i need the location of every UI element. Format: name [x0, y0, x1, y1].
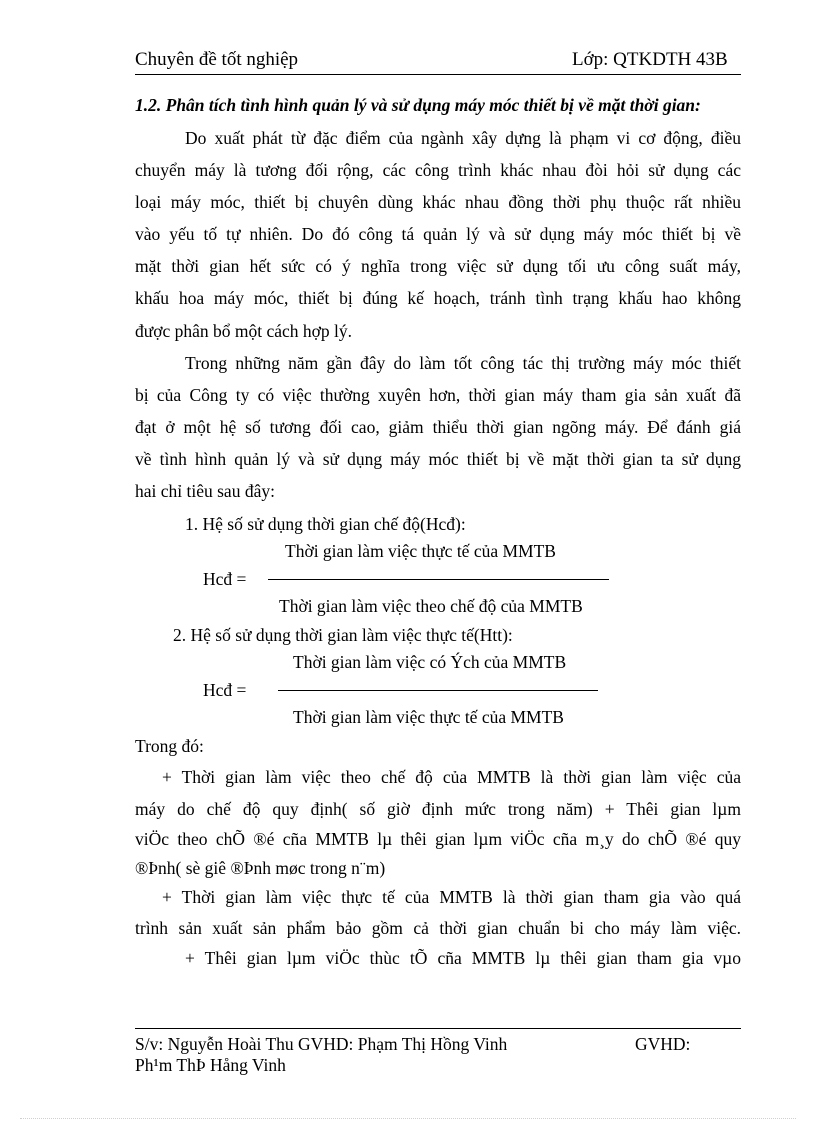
paragraph2-line: hai chỉ tiêu sau đây:: [135, 481, 275, 501]
header-left: Chuyên đề tốt nghiệp: [135, 49, 299, 70]
paragraph2-line: bị của Công ty có việc thường xuyên hơn, thời gian máy tham gia sản xuất đã: [135, 385, 741, 405]
indicator1-fraction-bar: [268, 579, 609, 580]
footer-gvhd: GVHD:: [635, 1034, 691, 1054]
paragraph1-line: loại máy móc, thiết bị chuyên dùng khác nhau đồng thời phụ thuộc rất nhiều: [135, 192, 741, 212]
indicator2-fraction-bar: [278, 690, 598, 691]
where-line: máy do chế độ quy định( số giờ định mức trong năm) + Thêi gian lµm: [135, 799, 741, 819]
paragraph2-line: đạt ở một hệ số tương đối cao, giảm thiểu thời gian ngõng máy. Để đánh giá: [135, 417, 741, 437]
paragraph2-line: Trong những năm gần đây do làm tốt công tác thị trường máy móc thiết: [185, 353, 741, 373]
paragraph1-line: được phân bổ một cách hợp lý.: [135, 321, 353, 341]
indicator1-title: 1. Hệ số sử dụng thời gian chế độ(Hcđ):: [185, 514, 466, 534]
page-edge-dotted: [20, 1118, 796, 1119]
where-label: Trong đó:: [135, 736, 204, 756]
paragraph1-line: khấu hoa máy móc, thiết bị đúng kế hoạch, tránh tình trạng khấu hao không: [135, 288, 741, 308]
where-line: + Thêi gian lµm viÖc thùc tÕ cña MMTB lµ thêi gian tham gia vµo: [185, 948, 741, 968]
indicator2-denominator: Thời gian làm việc thực tế của MMTB: [293, 707, 564, 727]
indicator2-numerator: Thời gian làm việc có Ých của MMTB: [293, 652, 567, 672]
paragraph1-line: vào yếu tố tự nhiên. Do đó công tá quản lý và sử dụng máy móc thiết bị về: [135, 224, 741, 244]
indicator1-numerator: Thời gian làm việc thực tế của MMTB: [285, 541, 556, 561]
header-divider: [135, 74, 741, 75]
footer-line2: Ph¹m ThÞ Hång Vinh: [135, 1055, 286, 1075]
indicator2-label: Hcđ =: [203, 680, 247, 700]
header-right: Lớp: QTKDTH 43B: [572, 49, 728, 70]
indicator1-label: Hcđ =: [203, 569, 247, 589]
where-line: trình sản xuất sản phẩm bảo gồm cả thời gian chuẩn bi cho máy làm việc.: [135, 918, 741, 938]
section-heading: 1.2. Phân tích tình hình quản lý và sử dụng máy móc thiết bị về mặt thời gian:: [135, 95, 701, 115]
paragraph1-line: chuyển máy là tương đối rộng, các công trình khác nhau đòi hỏi sử dụng các: [135, 160, 741, 180]
paragraph2-line: về tình hình quản lý và sử dụng máy móc thiết bị về mặt thời gian ta sử dụng: [135, 449, 741, 469]
indicator1-denominator: Thời gian làm việc theo chế độ của MMTB: [279, 596, 583, 616]
indicator2-title: 2. Hệ số sử dụng thời gian làm việc thực tế(Htt):: [173, 625, 513, 645]
where-line: ®Þnh( sè giê ®Þnh møc trong n¨m): [135, 858, 386, 878]
footer-divider: [135, 1028, 741, 1029]
paragraph1-line: Do xuất phát từ đặc điểm của ngành xây dựng là phạm vi cơ động, điều: [185, 128, 741, 148]
where-line: + Thời gian làm việc theo chế độ của MMTB là thời gian làm việc của: [162, 767, 741, 787]
paragraph1-line: mặt thời gian hết sức có ý nghĩa trong việc sử dụng tối ưu công suất máy,: [135, 256, 741, 276]
footer-student: S/v: Nguyễn Hoài Thu GVHD: Phạm Thị Hồng Vinh: [135, 1034, 508, 1054]
where-line: + Thời gian làm việc thực tế của MMTB là thời gian tham gia vào quá: [162, 887, 741, 907]
where-line: viÖc theo chÕ ®é cña MMTB lµ thêi gian lµm viÖc cña m¸y do chÕ ®é quy: [135, 829, 741, 849]
